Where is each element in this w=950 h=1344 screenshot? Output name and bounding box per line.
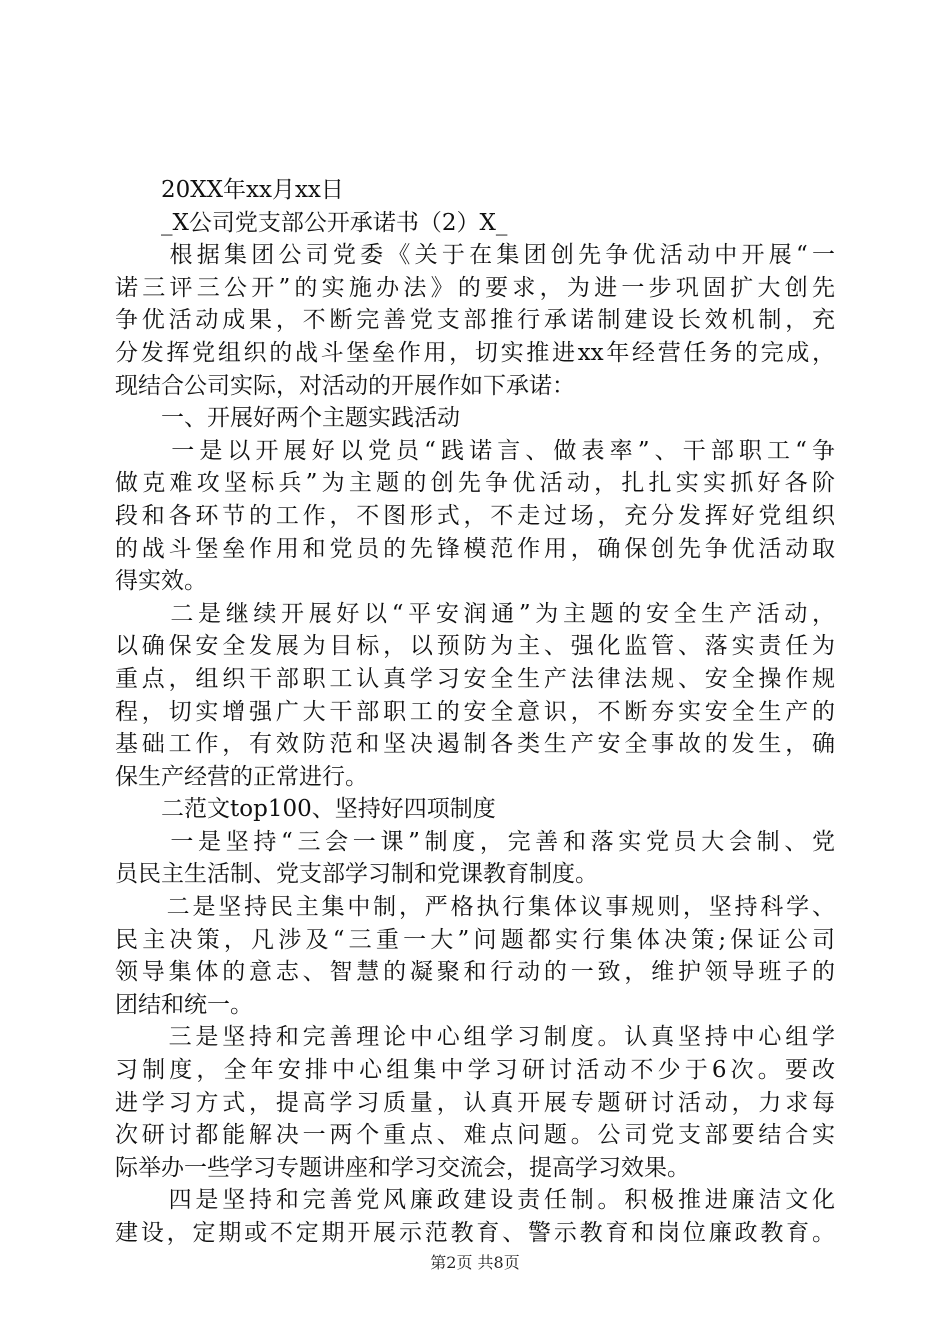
- text-line: 现结合公司实际，对活动的开展作如下承诺：: [115, 372, 575, 399]
- text-line: 二范文top100、坚持好四项制度: [115, 796, 496, 823]
- text-line: 诺三评三公开”的实施办法》的要求，为进一步巩固扩大创先: [115, 274, 835, 301]
- text-line: 三是坚持和完善理论中心组学习制度。认真坚持中心组学: [115, 1024, 835, 1051]
- text-line: _X公司党支部公开承诺书（2）X_: [115, 209, 508, 236]
- text-line: 的战斗堡垒作用和党员的先锋模范作用，确保创先争优活动取: [115, 535, 835, 562]
- page-footer: 第2页 共8页: [430, 1253, 520, 1272]
- text-line: 领导集体的意志、智慧的凝聚和行动的一致，维护领导班子的: [115, 959, 835, 986]
- text-line: 员民主生活制、党支部学习制和党课教育制度。: [115, 861, 598, 888]
- text-line: 争优活动成果，不断完善党支部推行承诺制建设长效机制，充: [115, 307, 835, 334]
- text-line: 二是继续开展好以“平安润通”为主题的安全生产活动，: [115, 600, 835, 627]
- text-line: 保生产经营的正常进行。: [115, 763, 368, 790]
- text-line: 重点，组织干部职工认真学习安全生产法律法规、安全操作规: [115, 665, 835, 692]
- text-line: 次研讨都能解决一两个重点、难点问题。公司党支部要结合实: [115, 1122, 835, 1149]
- text-line: 段和各环节的工作，不图形式，不走过场，充分发挥好党组织: [115, 502, 835, 529]
- text-line: 程，切实增强广大干部职工的安全意识，不断夯实安全生产的: [115, 698, 835, 725]
- text-line: 做克难攻坚标兵”为主题的创先争优活动，扎扎实实抓好各阶: [115, 470, 835, 497]
- text-line: 得实效。: [115, 568, 207, 595]
- document-body: [115, 174, 835, 1250]
- text-line: 基础工作，有效防范和坚决遏制各类生产安全事故的发生，确: [115, 731, 835, 758]
- text-line: 一是坚持“三会一课”制度，完善和落实党员大会制、党: [115, 828, 835, 855]
- text-line: 一、开展好两个主题实践活动: [115, 405, 460, 432]
- text-line: 分发挥党组织的战斗堡垒作用，切实推进xx年经营任务的完成，: [115, 339, 835, 366]
- text-line: 根据集团公司党委《关于在集团创先争优活动中开展“一: [115, 242, 835, 269]
- text-line: 进学习方式，提高学习质量，认真开展专题研讨活动，力求每: [115, 1089, 835, 1116]
- text-line: 建设，定期或不定期开展示范教育、警示教育和岗位廉政教育。: [115, 1220, 835, 1246]
- text-line: 习制度，全年安排中心组集中学习研讨活动不少于6次。要改: [115, 1057, 835, 1084]
- text-line: 际举办一些学习专题讲座和学习交流会，提高学习效果。: [115, 1154, 690, 1181]
- text-line: 团结和统一。: [115, 991, 253, 1018]
- text-line: 20XX年xx月xx日: [115, 177, 344, 203]
- text-line: 四是坚持和完善党风廉政建设责任制。积极推进廉洁文化: [115, 1187, 835, 1214]
- text-line: 一是以开展好以党员“践诺言、做表率”、干部职工“争: [115, 437, 835, 464]
- text-line: 二是坚持民主集中制，严格执行集体议事规则，坚持科学、: [115, 894, 835, 921]
- text-line: 民主决策，凡涉及“三重一大”问题都实行集体决策;保证公司: [115, 926, 835, 953]
- text-line: 以确保安全发展为目标，以预防为主、强化监管、落实责任为: [115, 633, 835, 660]
